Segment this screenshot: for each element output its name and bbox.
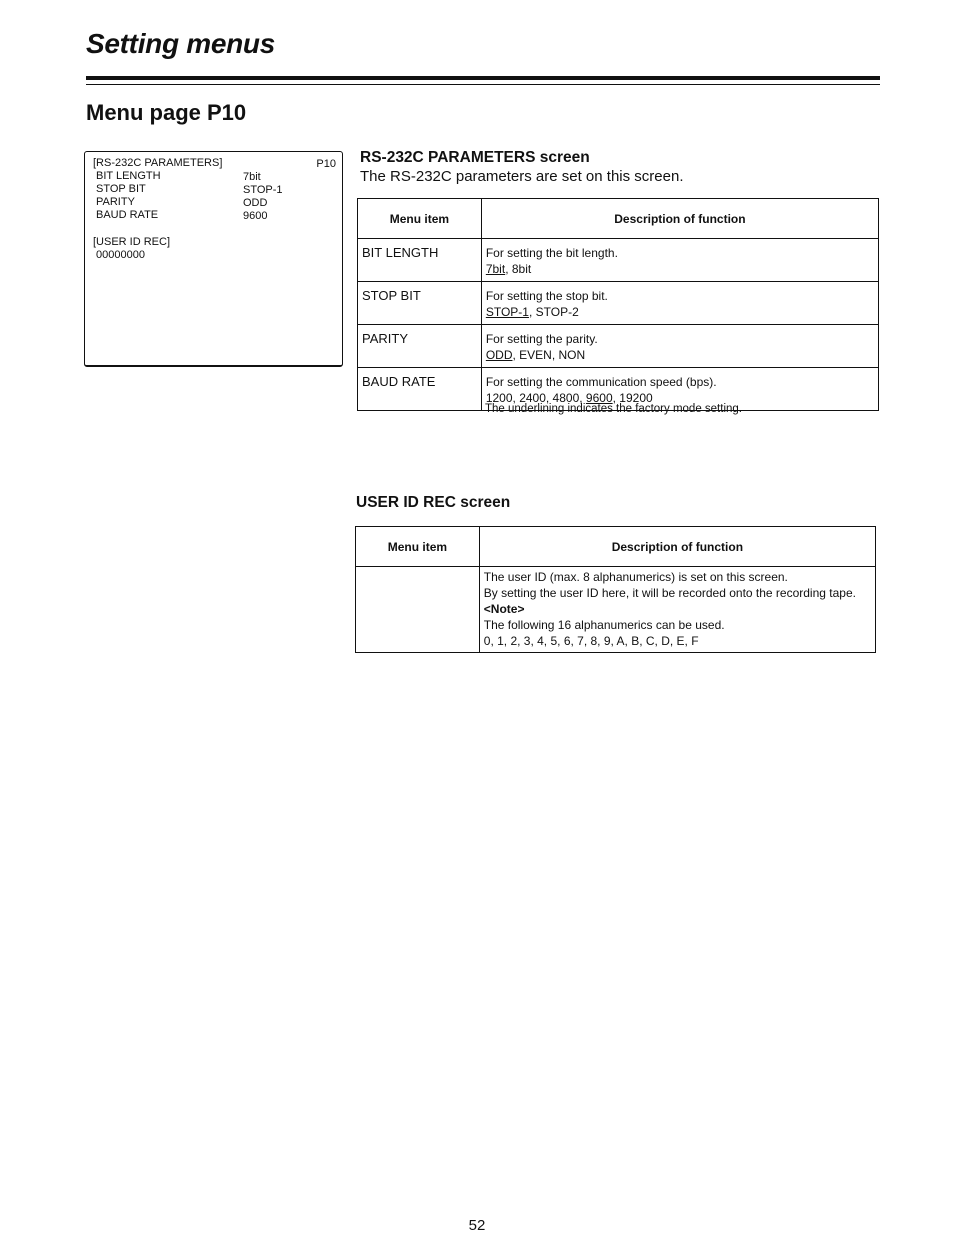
- note-line: The following 16 alphanumerics can be used.: [483, 618, 725, 632]
- column-header-description: Description of function: [481, 199, 878, 239]
- screen-user-id-value: 00000000: [96, 249, 145, 261]
- description-cell: [481, 282, 878, 325]
- rs232c-lead: The RS-232C parameters are set on this screen.: [360, 168, 684, 185]
- description-text: For setting the bit length.: [485, 246, 618, 260]
- menu-item-cell: STOP BIT: [358, 282, 482, 325]
- other-options: , 19200: [612, 391, 653, 405]
- description-text: For setting the parity.: [485, 332, 598, 346]
- screen-row-value: STOP-1: [243, 184, 283, 196]
- screen-page-number: P10: [316, 158, 336, 170]
- page-heading: Menu page P10: [86, 100, 247, 125]
- screen-row-label: BAUD RATE: [96, 209, 159, 221]
- user-id-table: [355, 526, 876, 653]
- screen-row-value: ODD: [243, 197, 268, 209]
- note-line: 0, 1, 2, 3, 4, 5, 6, 7, 8, 9, A, B, C, D, E, F: [483, 634, 699, 648]
- factory-default-option: 7bit: [485, 262, 506, 276]
- screen-title: [RS-232C PARAMETERS]: [93, 157, 223, 169]
- description-line: The user ID (max. 8 alphanumerics) is set on this screen.: [483, 570, 788, 584]
- column-header-menu-item: Menu item: [358, 199, 482, 239]
- menu-item-cell: BAUD RATE: [358, 368, 482, 411]
- factory-default-option: ODD: [485, 348, 513, 362]
- menu-item-cell: BIT LENGTH: [358, 239, 482, 282]
- screen-row-label: PARITY: [96, 196, 135, 208]
- screen-row-label: STOP BIT: [96, 183, 146, 195]
- rs232c-table: [357, 198, 879, 411]
- menu-item-cell: [356, 567, 480, 653]
- description-text: For setting the stop bit.: [485, 289, 608, 303]
- factory-setting-footnote: The underlining indicates the factory mode setting.: [485, 403, 742, 415]
- table-header-row: [358, 199, 879, 239]
- table-row: [358, 282, 879, 325]
- screen-row-value: 9600: [243, 210, 268, 222]
- screen-row-value: 7bit: [243, 171, 261, 183]
- other-options: , STOP-2: [528, 305, 579, 319]
- table-header-row: [356, 527, 876, 567]
- options-line: [486, 347, 874, 363]
- header-rule-thin: [86, 84, 880, 85]
- factory-default-option: 9600: [585, 391, 613, 405]
- table-row: [358, 325, 879, 368]
- page-number: 52: [468, 1217, 486, 1234]
- rs232c-heading: RS-232C PARAMETERS screen: [360, 149, 590, 166]
- table-row: [356, 567, 876, 653]
- table-row: [358, 239, 879, 282]
- factory-default-option: STOP-1: [485, 305, 529, 319]
- screen-user-id-title: [USER ID REC]: [93, 236, 171, 248]
- screen-row-label: BIT LENGTH: [96, 170, 161, 182]
- header-rule-thick: [86, 76, 880, 80]
- description-text: For setting the communication speed (bps).: [485, 375, 717, 389]
- options-line: [486, 261, 874, 277]
- options-line: [486, 304, 874, 320]
- menu-item-cell: PARITY: [358, 325, 482, 368]
- options-prefix: 1200, 2400, 4800,: [485, 391, 586, 405]
- description-cell: [481, 325, 878, 368]
- menu-screen-display: [84, 151, 343, 367]
- description-cell: [479, 567, 875, 653]
- other-options: , 8bit: [505, 262, 532, 276]
- description-cell: [481, 239, 878, 282]
- other-options: , EVEN, NON: [512, 348, 586, 362]
- user-id-heading: USER ID REC screen: [356, 494, 511, 511]
- column-header-description: Description of function: [479, 527, 875, 567]
- section-title: Setting menus: [86, 28, 276, 59]
- column-header-menu-item: Menu item: [356, 527, 480, 567]
- description-line: By setting the user ID here, it will be recorded onto the recording tape.: [483, 586, 856, 600]
- note-label: <Note>: [483, 602, 525, 616]
